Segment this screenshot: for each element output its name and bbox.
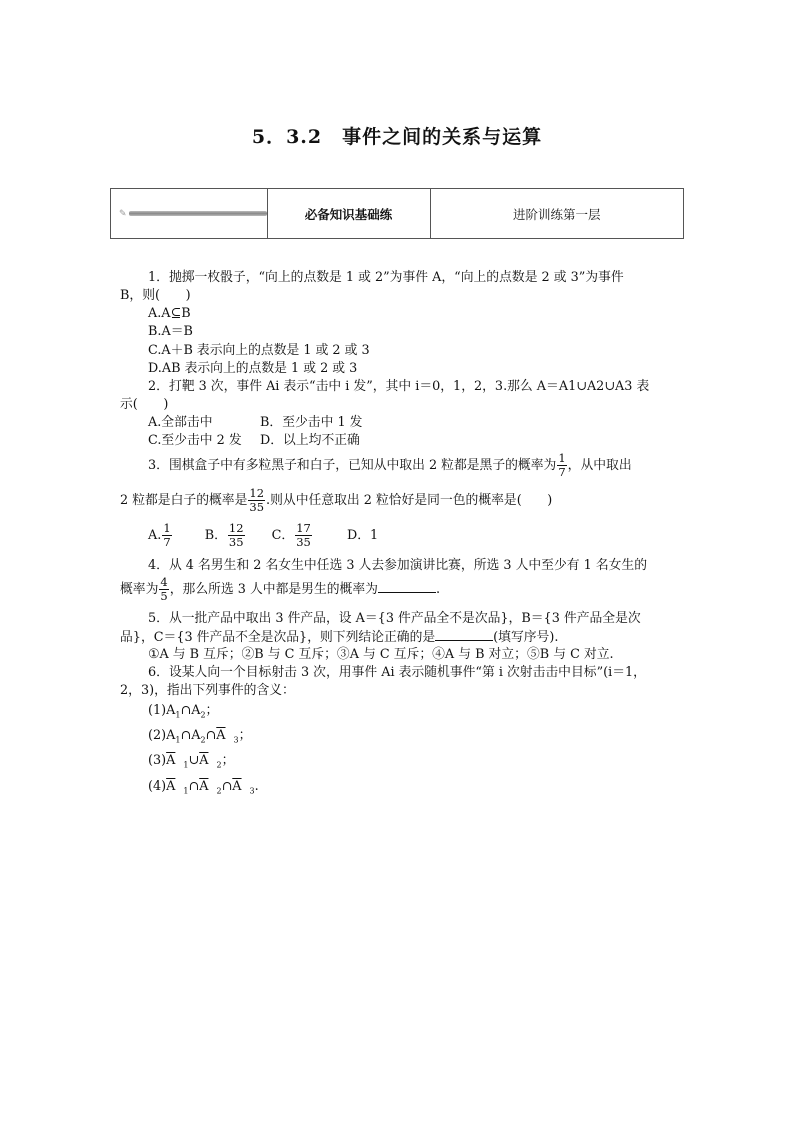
progress-cell [111,189,268,239]
q2-option-a: A.全部击中 [148,415,213,430]
q5-line3: ①A 与 B 互斥；②B 与 C 互斥；③A 与 C 互斥；④A 与 B 对立；⑤B 与 C 对立. [148,647,614,662]
q6-line2: 2，3)，指出下列事件的含义： [120,683,295,698]
q1-option-c: C.A＋B 表示向上的点数是 1 或 2 或 3 [148,343,370,358]
q6-sub2: $(2)A_1\cap A_2\cap\overline{A}$ $_3$； [148,728,252,745]
header-center: 必备知识基础练 [267,189,430,239]
q2-line2: 示( ) [120,397,169,412]
page-title: 5．3.2 事件之间的关系与运算 [251,126,543,148]
q3-line1: 3．围棋盒子中有多粒黑子和白子，已知从中取出 2 粒都是黑子的概率为 $\frac{1}{7}$ ，从中取出 [148,451,632,479]
q1-line2: B，则( ) [120,288,191,303]
q2-option-b: B．至少击中 1 发 [260,415,363,430]
fraction: $\frac{1}{7}$ [558,451,566,479]
q6-sub3: $(3)\overline{A}$ $_1\cup\overline{A}$ $_2$； [148,753,235,770]
q1-line1: 1．抛掷一枚骰子，“向上的点数是 1 或 2”为事件 A，“向上的点数是 2 或 3”为事件 [148,270,624,285]
answer-blank [378,580,436,593]
q5-line1: 5．从一批产品中取出 3 件产品，设 A＝{3 件产品全不是次品}，B＝{3 件产品全是次 [148,611,641,626]
q1-option-d: D.AB 表示向上的点数是 1 或 2 或 3 [148,361,358,376]
q4-line1: 4．从 4 名男生和 2 名女生中任选 3 人去参加演讲比赛，所选 3 人中至少有 1 名女生的 [148,558,648,573]
q1-option-a: A.A⊆B [148,306,191,321]
q6-sub4: $(4)\overline{A}$ $_1\cap\overline{A}$ $_2\cap\overline{A}$ $_3$. [148,779,259,796]
q4-line2: 概率为 $\frac{4}{5}$ ，那么所选 3 人中都是男生的概率为 . [120,575,441,603]
progress-bar [129,211,267,216]
q3-line2: 2 粒都是白子的概率是 $\frac{12}{35}$ .则从中任意取出 2 粒恰好是同一色的概率是( ) [120,486,553,514]
answer-blank [435,628,493,641]
fraction: $\frac{4}{5}$ [160,575,168,603]
q3-options: A. $\frac{1}{7}$ B． $\frac{12}{35}$ C． $\frac{17}{35}$ D．1 [148,521,379,549]
q6-sub1: $(1)A_1\cap A_2$； [148,703,219,720]
q2-option-d: D．以上均不正确 [260,433,360,448]
q5-line2: 品}，C＝{3 件产品不全是次品}，则下列结论正确的是 (填写序号). [120,630,559,645]
q1-option-b: B.A＝B [148,324,193,339]
pen-icon: ✎ [119,208,127,219]
q2-option-c: C.至少击中 2 发 [148,433,242,448]
q2-line1: 2．打靶 3 次，事件 Ai 表示“击中 i 发”，其中 i＝0，1，2，3.那么 A＝A1∪A2∪A3 表 [148,379,650,394]
section-header [110,188,684,239]
header-right: 进阶训练第一层 [430,189,683,239]
q6-line1: 6．设某人向一个目标射击 3 次，用事件 Ai 表示随机事件“第 i 次射击击中目标”(i＝1， [148,665,646,680]
fraction: $\frac{12}{35}$ [249,486,265,514]
